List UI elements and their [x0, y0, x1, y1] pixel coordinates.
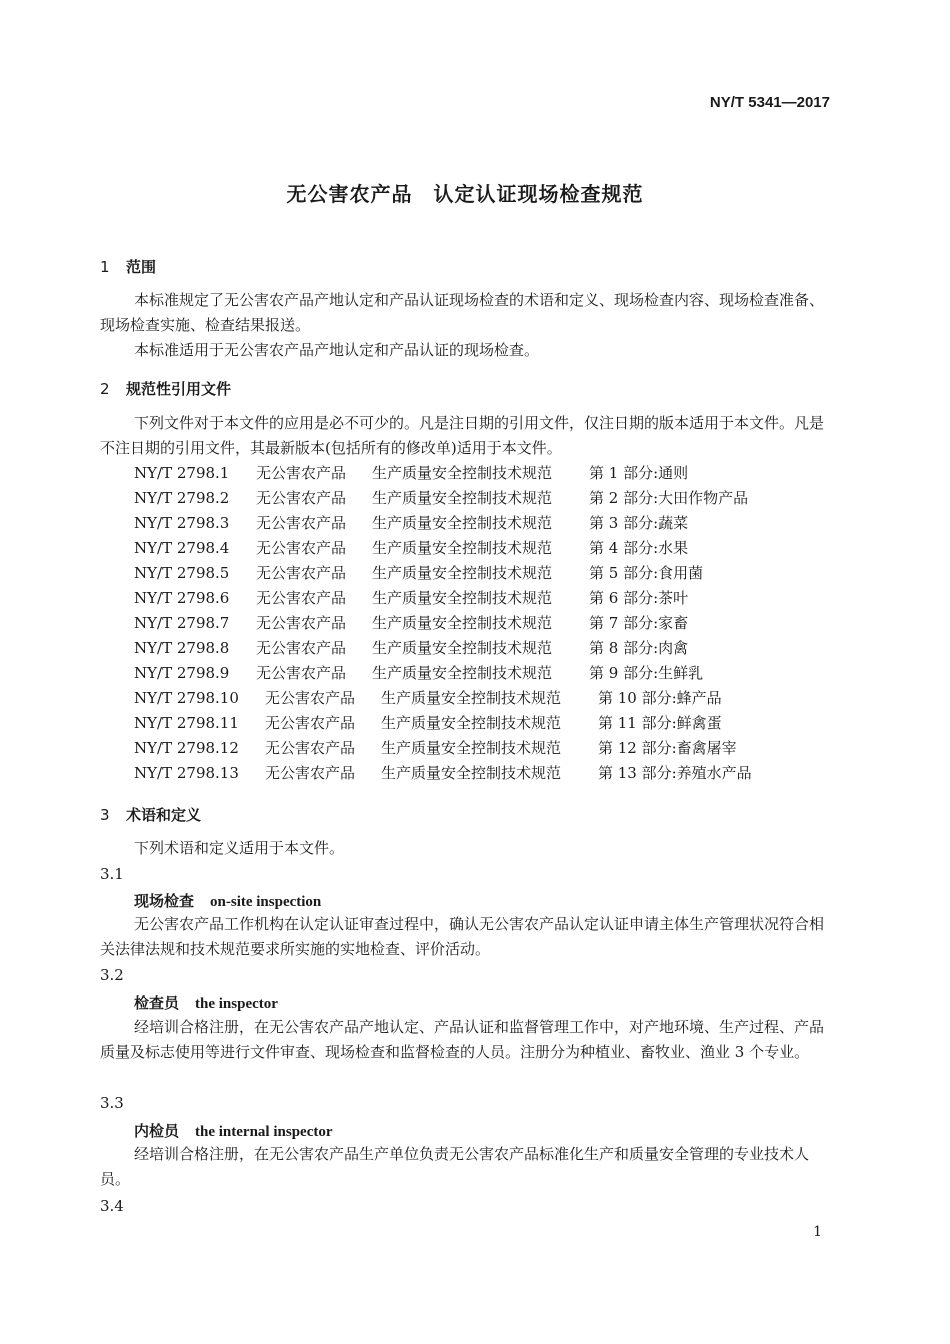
ref-product: 无公害农产品 [256, 664, 347, 682]
reference-item [134, 461, 688, 486]
ref-spec: 生产质量安全控制技术规范 [372, 614, 553, 632]
reference-item [134, 761, 752, 786]
ref-code: NY/T 2798.9 [134, 664, 230, 682]
document-title: 无公害农产品 认定认证现场检查规范 [286, 182, 644, 206]
section-number: 1 [100, 258, 110, 276]
reference-item [134, 586, 688, 611]
ref-product: 无公害农产品 [256, 589, 347, 607]
reference-item [134, 636, 688, 661]
section-title: 规范性引用文件 [126, 380, 232, 398]
ref-spec: 生产质量安全控制技术规范 [381, 764, 562, 782]
ref-part: 第 11 部分:鲜禽蛋 [598, 714, 722, 732]
ref-part: 第 4 部分:水果 [589, 539, 689, 557]
ref-part: 第 8 部分:肉禽 [589, 639, 689, 657]
section-number: 2 [100, 380, 110, 398]
ref-product: 无公害农产品 [256, 514, 347, 532]
ref-part: 第 10 部分:蜂产品 [598, 689, 722, 707]
term-en: the internal inspector [195, 1124, 333, 1140]
ref-code: NY/T 2798.11 [134, 714, 239, 732]
ref-spec: 生产质量安全控制技术规范 [381, 739, 562, 757]
ref-product: 无公害农产品 [265, 714, 356, 732]
term-zh: 内检员 [134, 1122, 180, 1140]
section-heading-2 [100, 378, 231, 399]
ref-part: 第 7 部分:家畜 [589, 614, 689, 632]
ref-product: 无公害农产品 [265, 739, 356, 757]
ref-product: 无公害农产品 [265, 764, 356, 782]
term-number: 3.1 [100, 865, 124, 883]
page-number: 1 [813, 1224, 822, 1240]
ref-spec: 生产质量安全控制技术规范 [372, 664, 553, 682]
ref-part: 第 3 部分:蔬菜 [589, 514, 689, 532]
term-definition: 无公害农产品工作机构在认定认证审查过程中，确认无公害农产品认定认证申请主体生产管理状况符合相关法律法规和技术规范要求所实施的实地检查、评价活动。 [100, 915, 825, 958]
ref-code: NY/T 2798.13 [134, 764, 239, 782]
term-zh: 检查员 [134, 994, 180, 1012]
reference-item [134, 661, 703, 686]
ref-code: NY/T 2798.2 [134, 489, 230, 507]
ref-product: 无公害农产品 [256, 539, 347, 557]
ref-product: 无公害农产品 [256, 564, 347, 582]
ref-part: 第 2 部分:大田作物产品 [589, 489, 749, 507]
ref-product: 无公害农产品 [265, 689, 356, 707]
ref-code: NY/T 2798.10 [134, 689, 239, 707]
ref-code: NY/T 2798.6 [134, 589, 230, 607]
term-definition: 经培训合格注册，在无公害农产品生产单位负责无公害农产品标准化生产和质量安全管理的专业技术人员。 [100, 1145, 810, 1188]
term-number: 3.4 [100, 1197, 124, 1215]
ref-part: 第 5 部分:食用菌 [589, 564, 704, 582]
ref-code: NY/T 2798.5 [134, 564, 230, 582]
paragraph: 本标准规定了无公害农产品产地认定和产品认证现场检查的术语和定义、现场检查内容、现场检查准备、现场检查实施、检查结果报送。 [100, 291, 825, 334]
reference-item [134, 736, 737, 761]
reference-item [134, 711, 722, 736]
ref-code: NY/T 2798.1 [134, 464, 230, 482]
ref-spec: 生产质量安全控制技术规范 [372, 464, 553, 482]
ref-spec: 生产质量安全控制技术规范 [381, 689, 562, 707]
reference-item [134, 511, 688, 536]
ref-part: 第 13 部分:养殖水产品 [598, 764, 752, 782]
paragraph: 下列术语和定义适用于本文件。 [134, 839, 345, 857]
ref-spec: 生产质量安全控制技术规范 [381, 714, 562, 732]
ref-code: NY/T 2798.4 [134, 539, 230, 557]
term-definition: 经培训合格注册，在无公害农产品产地认定、产品认证和监督管理工作中，对产地环境、生产过程、产品质量及标志使用等进行文件审查、现场检查和监督检查的人员。注册分为种植业、畜牧业、渔业 3 个专业。 [100, 1018, 825, 1061]
ref-spec: 生产质量安全控制技术规范 [372, 564, 553, 582]
ref-spec: 生产质量安全控制技术规范 [372, 539, 553, 557]
reference-item [134, 686, 722, 711]
section-number: 3 [100, 806, 110, 824]
ref-code: NY/T 2798.12 [134, 739, 239, 757]
section-heading-3 [100, 804, 201, 825]
ref-product: 无公害农产品 [256, 489, 347, 507]
term-en: on-site inspection [210, 894, 322, 910]
section-heading-1 [100, 256, 156, 277]
reference-item [134, 486, 748, 511]
ref-product: 无公害农产品 [256, 464, 347, 482]
term-number: 3.2 [100, 966, 124, 984]
term-heading [134, 890, 321, 911]
ref-part: 第 6 部分:茶叶 [589, 589, 689, 607]
section-title: 范围 [126, 258, 157, 276]
ref-spec: 生产质量安全控制技术规范 [372, 639, 553, 657]
paragraph: 本标准适用于无公害农产品产地认定和产品认证的现场检查。 [134, 341, 540, 359]
reference-item [134, 611, 688, 636]
ref-product: 无公害农产品 [256, 614, 347, 632]
ref-part: 第 12 部分:畜禽屠宰 [598, 739, 737, 757]
standard-code: NY/T 5341—2017 [709, 94, 830, 111]
ref-code: NY/T 2798.3 [134, 514, 230, 532]
ref-product: 无公害农产品 [256, 639, 347, 657]
section-title: 术语和定义 [126, 806, 202, 824]
reference-item [134, 536, 688, 561]
term-heading [134, 992, 278, 1013]
term-zh: 现场检查 [134, 892, 195, 910]
ref-code: NY/T 2798.8 [134, 639, 230, 657]
ref-part: 第 9 部分:生鲜乳 [589, 664, 704, 682]
ref-spec: 生产质量安全控制技术规范 [372, 489, 553, 507]
term-number: 3.3 [100, 1094, 124, 1112]
ref-part: 第 1 部分:通则 [589, 464, 689, 482]
term-en: the inspector [195, 996, 278, 1012]
ref-spec: 生产质量安全控制技术规范 [372, 514, 553, 532]
term-heading [134, 1120, 333, 1141]
reference-item [134, 561, 703, 586]
ref-spec: 生产质量安全控制技术规范 [372, 589, 553, 607]
paragraph: 下列文件对于本文件的应用是必不可少的。凡是注日期的引用文件，仅注日期的版本适用于本文件。凡是不注日期的引用文件，其最新版本(包括所有的修改单)适用于本文件。 [100, 414, 825, 457]
ref-code: NY/T 2798.7 [134, 614, 230, 632]
